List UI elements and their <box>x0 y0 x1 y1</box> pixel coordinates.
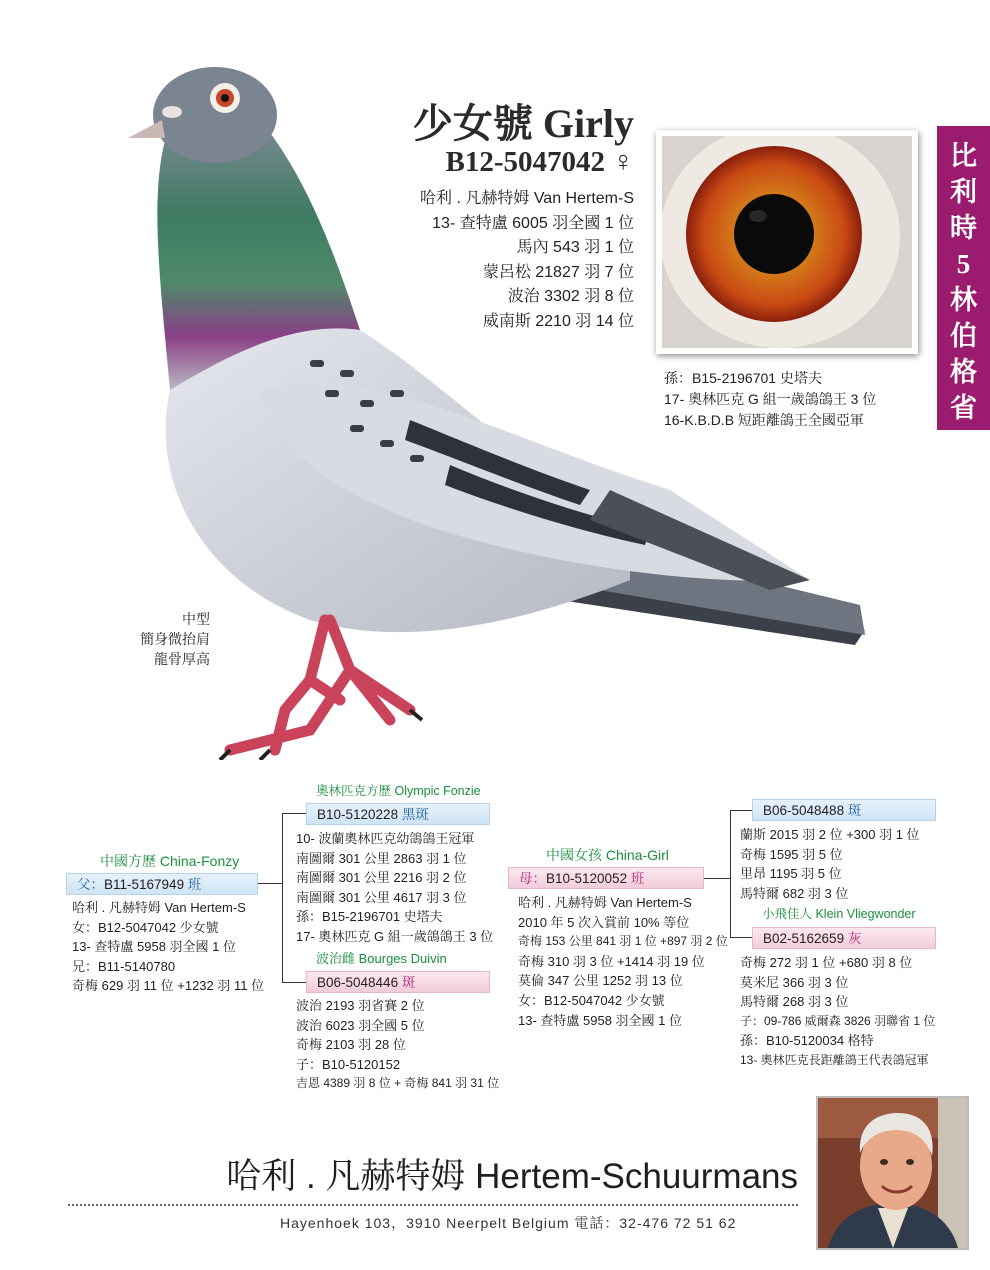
result-line: 13- 查特盧 6005 羽全國 1 位 <box>432 214 634 232</box>
detail-line: 2010 年 5 次入賞前 10% 等位 <box>518 914 690 930</box>
detail-line: 波治 6023 羽全國 5 位 <box>296 1017 425 1033</box>
detail-line: 女：B12-5047042 少女號 <box>72 919 219 935</box>
dam-sire-ring: B06-5048488 <box>763 803 845 818</box>
pigeon-title: 少女號 Girly <box>412 101 634 146</box>
band-char: 比 <box>950 141 977 171</box>
detail-line: 南圖爾 301 公里 2216 羽 2 位 <box>296 870 467 886</box>
owner-address: Hayenhoek 103，3910 Neerpelt Belgium 電話：32-476 72 51 62 <box>280 1215 737 1231</box>
sire-sire-color: 黑斑 <box>401 807 429 822</box>
detail-line: 馬特爾 268 羽 3 位 <box>740 994 849 1010</box>
sire-sire-name: 奧林匹克方歷 Olympic Fonzie <box>316 784 481 798</box>
dam-name: 中國女孩 China-Girl <box>546 847 669 863</box>
detail-line: 南圖爾 301 公里 2863 羽 1 位 <box>296 850 467 866</box>
ring-number: B12-5047042 ♀ <box>445 146 634 178</box>
detail-line: 馬特爾 682 羽 3 位 <box>740 885 849 901</box>
connector-line <box>704 878 730 879</box>
detail-line: 奇梅 153 公里 841 羽 1 位 +897 羽 2 位 <box>518 934 728 949</box>
band-char: 格 <box>950 357 977 387</box>
eye-photo <box>656 130 918 354</box>
band-char: 利 <box>950 177 977 207</box>
dam-sire-ring-label <box>752 799 936 821</box>
note-line: 簡身微抬肩 <box>140 631 210 647</box>
band-char: 5 <box>956 249 971 279</box>
caption-line: 16-K.B.D.B 短距離鴿王全國亞軍 <box>664 412 864 428</box>
owner-photo <box>816 1096 969 1250</box>
detail-line: 奇梅 1595 羽 5 位 <box>740 846 843 862</box>
sire-ring-label <box>66 873 258 895</box>
sire-dam-name: 波治雌 Bourges Duivin <box>316 951 447 966</box>
sire-sire-details <box>296 829 493 947</box>
detail-line: 奇梅 272 羽 1 位 +680 羽 8 位 <box>740 955 913 970</box>
dam-dam-details <box>740 953 935 1071</box>
detail-line: 吉恩 4389 羽 8 位 + 奇梅 841 羽 31 位 <box>296 1076 500 1091</box>
owner-name: 哈利 . 凡赫特姆 Hertem-Schuurmans <box>226 1157 798 1196</box>
detail-line: 蘭斯 2015 羽 2 位 +300 羽 1 位 <box>740 827 920 842</box>
dotted-divider <box>68 1204 798 1206</box>
dam-dam-name: 小飛佳人 Klein Vliegwonder <box>762 907 916 921</box>
sire-details <box>72 898 264 996</box>
sire-ring: B11-5167949 <box>104 877 185 892</box>
detail-line: 孫：B15-2196701 史塔夫 <box>296 909 443 925</box>
dam-sire-details <box>740 825 920 903</box>
sire-dam-color: 斑 <box>401 975 416 990</box>
sire-dam-ring-label <box>306 971 490 993</box>
result-line: 威南斯 2210 羽 14 位 <box>482 312 634 330</box>
detail-line: 女：B12-5047042 少女號 <box>518 992 665 1008</box>
dam-ring-label <box>508 867 704 889</box>
connector-line <box>282 982 306 983</box>
band-char: 伯 <box>950 321 977 351</box>
sire-dam-ring: B06-5048446 <box>317 975 399 990</box>
dam-sire-color: 斑 <box>847 803 862 818</box>
detail-line: 兄：B11-5140780 <box>72 958 176 974</box>
detail-line: 哈利 . 凡赫特姆 Van Hertem-S <box>72 900 246 915</box>
connector-line <box>730 810 752 811</box>
sire-sire-ring: B10-5120228 <box>317 807 399 822</box>
detail-line: 奇梅 629 羽 11 位 +1232 羽 11 位 <box>72 978 265 994</box>
body-notes <box>110 609 210 669</box>
connector-line <box>282 813 283 983</box>
result-line: 哈利 . 凡赫特姆 Van Hertem-S <box>420 190 634 207</box>
band-char: 時 <box>950 213 977 243</box>
eye-caption <box>664 368 876 431</box>
connector-line <box>730 937 752 938</box>
sire-name: 中國方歷 China-Fonzy <box>100 853 240 869</box>
result-line: 蒙呂松 21827 羽 7 位 <box>482 263 634 281</box>
connector-line <box>730 810 731 938</box>
caption-line: 孫：B15-2196701 史塔夫 <box>664 370 822 386</box>
note-line: 中型 <box>182 611 210 627</box>
dam-dam-ring-label <box>752 927 936 949</box>
connector-line <box>258 883 282 884</box>
sire-ring-prefix: 父： <box>77 877 104 892</box>
detail-line: 子：09-786 威爾森 3826 羽聯省 1 位 <box>740 1013 936 1028</box>
detail-line: 莫倫 347 公里 1252 羽 13 位 <box>518 973 683 989</box>
detail-line: 13- 查特盧 5958 羽全國 1 位 <box>72 939 236 955</box>
detail-line: 17- 奧林匹克 G 組一歲鴿鴿王 3 位 <box>296 928 494 944</box>
detail-line: 奇梅 2103 羽 28 位 <box>296 1037 406 1053</box>
race-results <box>330 187 634 334</box>
region-band <box>937 126 990 430</box>
dam-ring-prefix: 母： <box>519 871 546 886</box>
detail-line: 13- 奧林匹克長距離鴿王代表鴿冠軍 <box>740 1052 929 1067</box>
sire-dam-details <box>296 996 499 1094</box>
dam-details <box>518 893 728 1030</box>
detail-line: 哈利 . 凡赫特姆 Van Hertem-S <box>518 895 692 910</box>
note-line: 龍骨厚高 <box>154 651 210 667</box>
detail-line: 南圖爾 301 公里 4617 羽 3 位 <box>296 889 467 905</box>
detail-line: 13- 查特盧 5958 羽全國 1 位 <box>518 1012 682 1028</box>
band-char: 林 <box>950 285 977 315</box>
sire-sire-ring-label <box>306 803 490 825</box>
band-char: 省 <box>950 393 977 423</box>
detail-line: 里昂 1195 羽 5 位 <box>740 866 842 882</box>
dam-ring: B10-5120052 <box>546 871 628 886</box>
detail-line: 波治 2193 羽省賽 2 位 <box>296 998 425 1013</box>
connector-line <box>282 813 306 814</box>
result-line: 波治 3302 羽 8 位 <box>507 288 634 305</box>
dam-dam-color: 灰 <box>847 931 862 946</box>
result-line: 馬內 543 羽 1 位 <box>516 239 634 256</box>
sire-color: 班 <box>187 877 202 892</box>
detail-line: 奇梅 310 羽 3 位 +1414 羽 19 位 <box>518 953 705 969</box>
detail-line: 莫米尼 366 羽 3 位 <box>740 974 849 990</box>
detail-line: 10- 波蘭奧林匹克幼鴿鴿王冠軍 <box>296 831 475 846</box>
caption-line: 17- 奧林匹克 G 組一歲鴿鴿王 3 位 <box>664 391 877 407</box>
detail-line: 子：B10-5120152 <box>296 1056 401 1072</box>
dam-color: 班 <box>630 871 645 886</box>
detail-line: 孫：B10-5120034 格特 <box>740 1033 874 1049</box>
dam-dam-ring: B02-5162659 <box>763 931 845 946</box>
